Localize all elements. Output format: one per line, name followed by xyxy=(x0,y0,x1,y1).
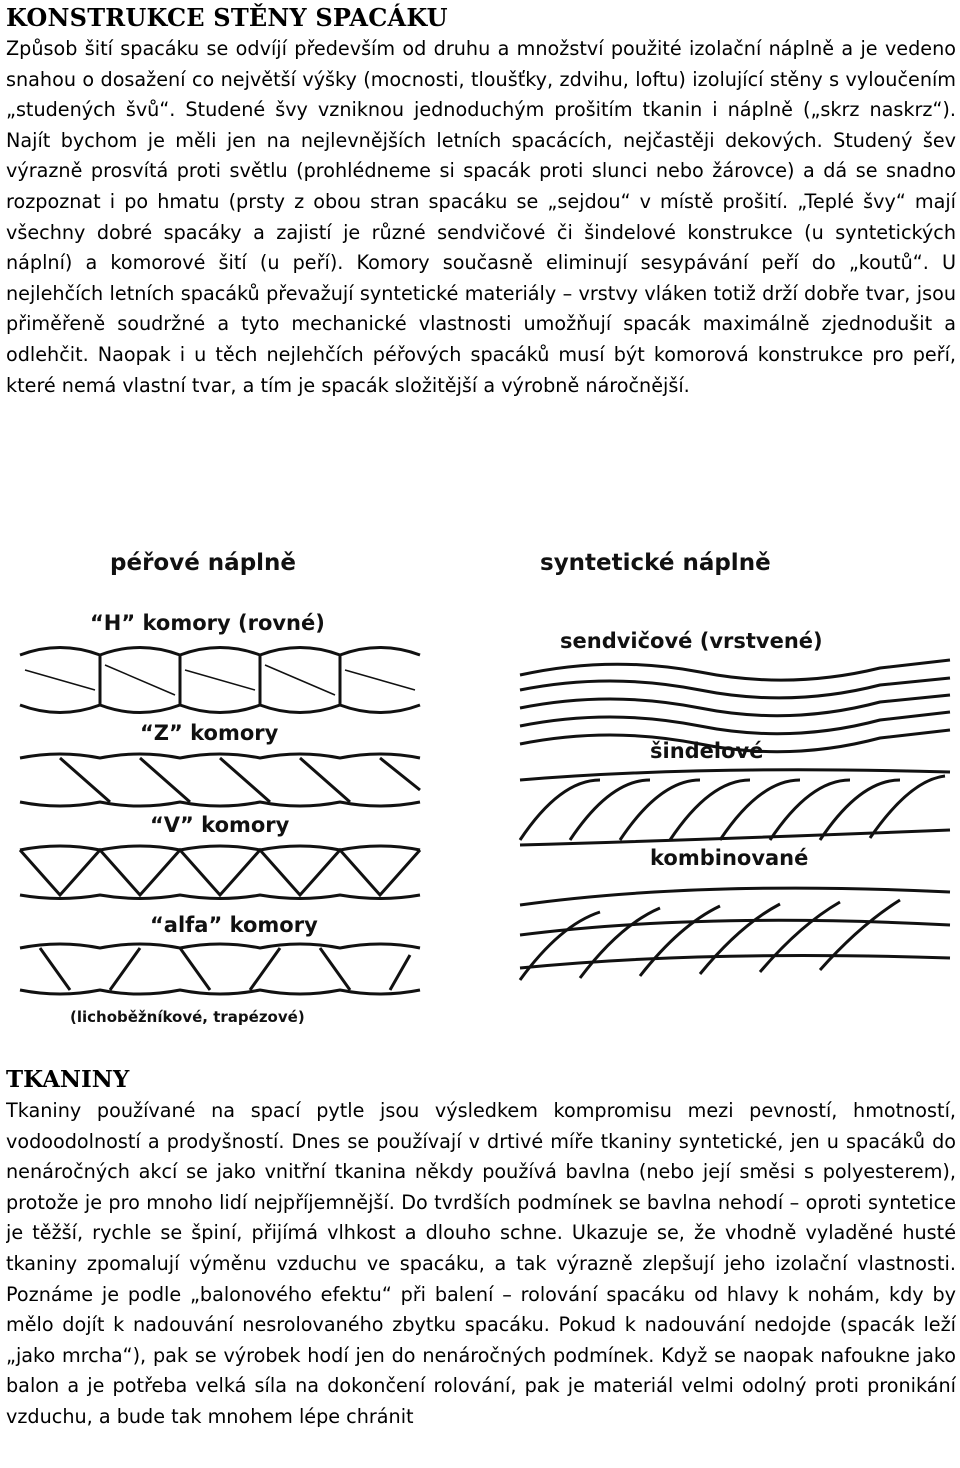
construction-diagram-svg xyxy=(0,540,960,1030)
alfa-chambers-drawing xyxy=(20,944,420,994)
shingle-drawing xyxy=(520,770,950,845)
section-title-fabrics: TKANINY xyxy=(6,1066,130,1093)
h-chambers-drawing xyxy=(20,648,420,713)
label-sandwich: sendvičové (vrstvené) xyxy=(560,629,823,653)
label-h-chambers: “H” komory (rovné) xyxy=(90,611,325,635)
label-v-chambers: “V” komory xyxy=(150,813,290,837)
label-alfa-chambers: “alfa” komory xyxy=(150,913,318,937)
z-chambers-drawing xyxy=(20,754,420,806)
construction-paragraph: Způsob šití spacáku se odvíjí především od druhu a množství použité izolační náplně a je vedeno snahou o dosažení co největší výšky (mocnosti, tloušťky, zdvihu, loftu) izolující stěny s vyloučením „studených švů“. Studené švy vzniknou jednoduchým prošitím tkanin i náplně („skrz naskrz“). Najít bychom je měli jen na nejlevnějších letních spacácích, nejčastěji dekových. Studený šev výrazně prosvítá proti světlu (prohlédneme si spacák proti slunci nebo žárovce) a dá se snadno rozpoznat i po hmatu (prsty z obou stran spacáku se „sejdou“ v místě prošití. „Teplé švy“ mají všechny dobré spacáky a zajistí je různé sendvičové či šindelové konstrukce (u syntetických náplní) a komorové šití (u peří). Komory současně eliminují sesypávání peří do „koutů“. U nejlehčích letních spacáků převažují syntetické materiály – vrstvy vláken totiž drží dobře tvar, jsou přiměřeně soudržné a tyto mechanické vlastnosti umožňují spacák maximálně zjednodušit a odlehčit. Naopak i u těch nejlehčích péřových spacáků musí být komorová konstrukce pro peří, které nemá vlastní tvar, a tím je spacák složitější a výrobně náročnější. xyxy=(6,37,956,397)
heading-synthetic-fill: syntetické náplně xyxy=(540,550,771,576)
fabrics-paragraph: Tkaniny používané na spací pytle jsou výsledkem kompromisu mezi pevností, hmotností, vodoodolností a prodyšností. Dnes se používají v drtivé míře tkaniny syntetické, jen u spacáků do nenáročných akcí se jako vnitřní tkanina někdy používá bavlna (nebo její směsi s polyesterem), protože je pro mnoho lidí nejpříjemnější. Do tvrdších podmínek se bavlna nehodí – oproti syntetice je těžší, rychle se špiní, přijímá vlhkost a dlouho schne. Ukazuje se, že vhodně vyladěné husté tkaniny zpomalují výměnu vzduchu ve spacáku, a tak výrazně zlepšují jeho izolační vlastnosti. Poznáme je podle „balonového efektu“ při balení – rolování spacáku od hlavy k nohám, kdy by mělo dojít k nadouvání nesrolovaného zbytku spacáku. Pokud k nadouvání nedojde (spacák leží „jako mrcha“), pak se výrobek hodí jen do nenáročných podmínek. Když se naopak nafoukne jako balon a je potřeba velká síla na dokončení rolování, pak je materiál velmi odolný proti pronikání vzduchu, a bude tak mnohem lépe chránit xyxy=(6,1099,956,1428)
construction-diagram xyxy=(0,540,960,1030)
section-title-construction: KONSTRUKCE STĚNY SPACÁKU xyxy=(6,3,448,32)
label-trapezoid: (lichoběžníkové, trapézové) xyxy=(70,1008,305,1026)
sandwich-drawing xyxy=(520,660,950,752)
combined-drawing xyxy=(520,888,950,980)
heading-down-fill: péřové náplně xyxy=(110,550,297,576)
label-shingle: šindelové xyxy=(650,739,764,763)
label-z-chambers: “Z” komory xyxy=(140,721,279,745)
label-combined: kombinované xyxy=(650,846,809,870)
v-chambers-drawing xyxy=(20,846,420,899)
